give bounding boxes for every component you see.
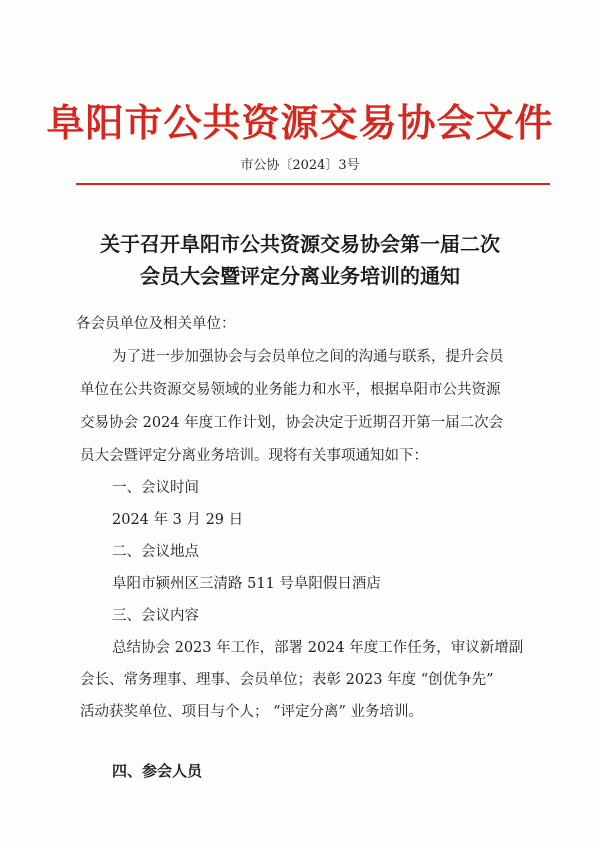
document-header-title: 阜阳市公共资源交易协会文件 (46, 101, 554, 145)
section-4-heading: 四、参会人员 (112, 762, 203, 780)
salutation: 各会员单位及相关单位： (76, 316, 236, 332)
paragraph-1-line-2: 单位在公共资源交易领域的业务能力和水平，根据阜阳市公共资源 (80, 382, 501, 398)
notice-title-line-1: 关于召开阜阳市公共资源交易协会第一届二次 (100, 232, 500, 256)
notice-title-line-2: 会员大会暨评定分离业务培训的通知 (140, 264, 460, 288)
section-3-heading: 三、会议内容 (112, 608, 199, 624)
section-1-heading: 一、会议时间 (112, 480, 199, 496)
paragraph-1-line-1: 为了进一步加强协会与会员单位之间的沟通与联系，提升会员 (112, 349, 504, 365)
document-number: 市公协〔2024〕3号 (240, 158, 360, 173)
paragraph-1-line-4: 员大会暨评定分离业务培训。现将有关事项通知如下： (80, 448, 428, 464)
section-2-text: 阜阳市颍州区三清路 511 号阜阳假日酒店 (112, 576, 381, 592)
section-3-line-3: 活动获奖单位、项目与个人； “评定分离” 业务培训。 (80, 704, 424, 720)
section-3-line-1: 总结协会 2023 年工作，部署 2024 年度工作任务，审议新增副 (112, 640, 524, 656)
paragraph-1-line-3: 交易协会 2024 年度工作计划，协会决定于近期召开第一届二次会 (80, 415, 504, 431)
section-3-line-2: 会长、常务理事、理事、会员单位；表彰 2023 年度 “创优争先” (80, 672, 494, 688)
section-2-heading: 二、会议地点 (112, 544, 199, 560)
section-1-text: 2024 年 3 月 29 日 (112, 512, 244, 528)
red-divider-line (76, 183, 550, 185)
